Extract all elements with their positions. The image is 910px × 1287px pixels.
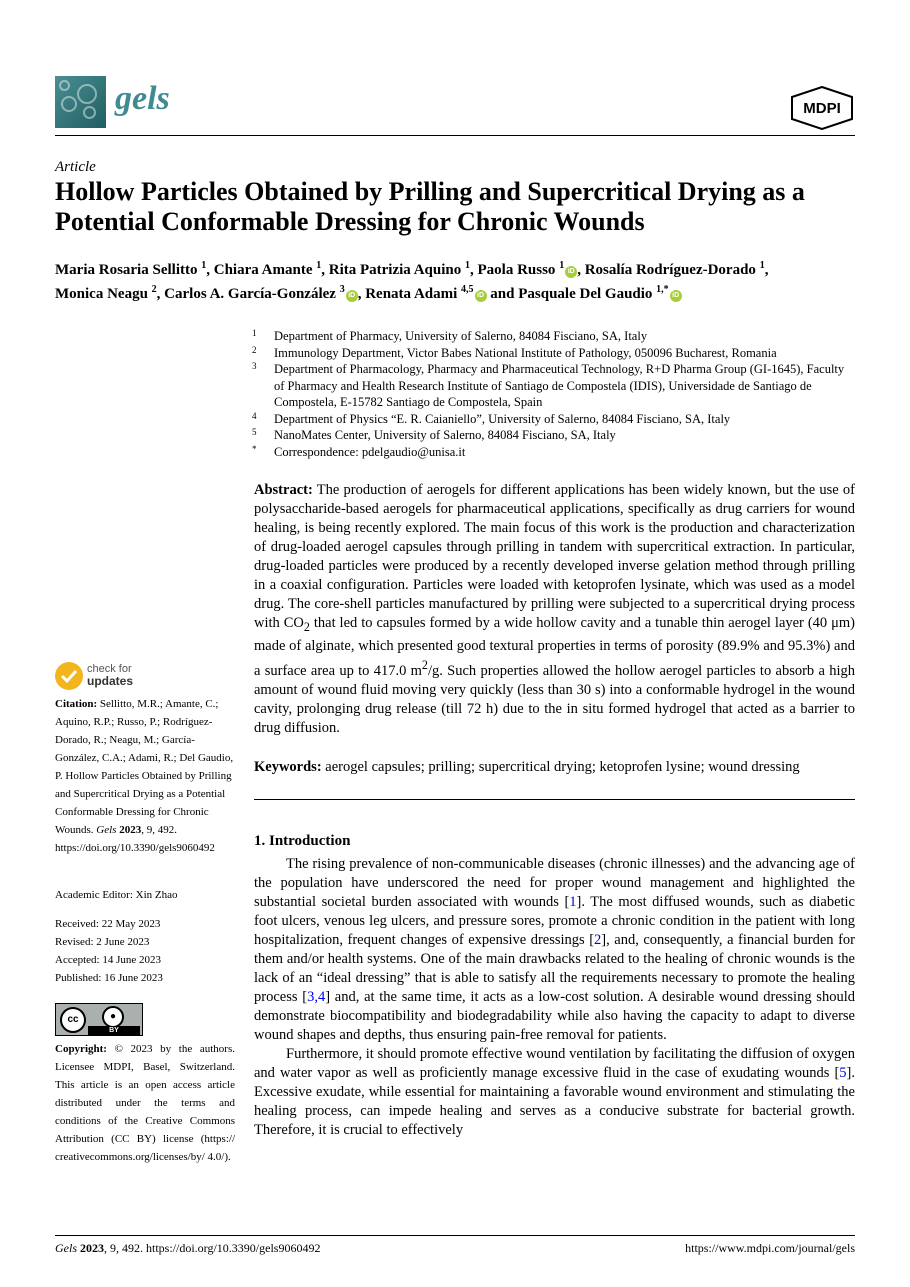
author: Rosalía Rodríguez-Dorado $^1$	[584, 260, 765, 278]
section-rule	[254, 799, 855, 800]
journal-name: gels	[115, 80, 170, 117]
check-for-updates-badge[interactable]: check for updates	[55, 662, 175, 694]
orcid-icon[interactable]: iD	[346, 290, 358, 302]
citation-link[interactable]: 5	[839, 1065, 847, 1081]
article-type: Article	[55, 159, 96, 175]
author: and Pasquale Del Gaudio $^{1,*}$iD	[490, 286, 681, 302]
article-title: Hollow Particles Obtained by Prilling and Supercritical Drying as a Potential Conformable Dressing for Chronic Wounds	[55, 177, 805, 236]
footer-citation: Gels 2023, 9, 492. https://doi.org/10.3390/gels9060492	[55, 1241, 321, 1255]
affiliation: 2 Immunology Department, Victor Babes National Institute of Pathology, 050096 Bucharest, Romania	[252, 344, 777, 360]
abstract: Abstract: The production of aerogels for different applications has been widely known, but the use of polysaccharide-based aerogels for pharmaceutical applications, specifically as drug carriers for wound healing, is being recently explored. The main focus of this work is the production and characterization of drug-loaded aerogel capsules through prilling in tandem with supercritical extraction. In particular, drug-loaded particles were produced by a recently developed inverse gelation method through prilling in a coaxial configuration. Particles were loaded with ketoprofen lysinate, which was used as a model drug. The core-shell particles manufactured by prilling were subjected to a supercritical drying process with $CO_2$ that led to capsules formed by a wide hollow cavity and a tunable thin aerogel layer (40 μm) made of alginate, which presented good textural properties in terms of porosity (89.9% and 95.3%) and a surface area up to 417.0 $m^2/g$. Such properties allowed the hollow aerogel particles to absorb a high amount of wound fluid moving very quickly (less than 30 s) into a conformable hydrogel in the wound cavity, prolonging drug release (till 72 h) due to the in situ formed hydrogel that acted as a barrier to drug diffusion.	[254, 482, 855, 736]
header-rule	[55, 135, 855, 136]
author: Renata Adami $^{4,5}$iD	[365, 286, 486, 302]
orcid-icon[interactable]: iD	[670, 290, 682, 302]
abstract-label: Abstract:	[254, 482, 313, 498]
publisher-name: MDPI	[803, 100, 841, 117]
affiliation: 5 NanoMates Center, University of Salerno, 84084 Fisciano, SA, Italy	[252, 427, 616, 442]
author: Chiara Amante $^1$	[213, 260, 322, 278]
by-label: BY	[88, 1026, 140, 1035]
section-heading: 1. Introduction	[254, 833, 351, 849]
accepted-date: Accepted: 14 June 2023	[55, 954, 161, 966]
keywords: Keywords: aerogel capsules; prilling; supercritical drying; ketoprofen lysine; wound dressing	[254, 759, 800, 775]
citation-link[interactable]: 3,4	[307, 989, 326, 1005]
academic-editor: Academic Editor: Xin Zhao	[55, 889, 178, 901]
citation-link[interactable]: 2	[594, 932, 602, 948]
journal-logo	[55, 76, 106, 128]
footer-rule	[55, 1235, 855, 1236]
affiliation: 1 Department of Pharmacy, University of Salerno, 84084 Fisciano, SA, Italy	[252, 328, 648, 343]
affiliation: 3 Department of Pharmacology, Pharmacy and Pharmaceutical Technology, R+D Pharma Group (GI-1645), Faculty of Pharmacy and Health Research Institute of Santiago de Compostela (IDIS), Universidade de Santiago de Compostela, E-15782 Santiago de Compostela, Spain	[252, 361, 845, 409]
copyright-notice: Copyright: © 2023 by the authors. Licensee MDPI, Basel, Switzerland. This article is an open access article distributed under the terms and conditions of the Creative Commons Attribution (CC BY) license (https:// creativecommons.org/licenses/by/ 4.0/).	[55, 1043, 235, 1163]
revised-date: Revised: 2 June 2023	[55, 936, 150, 948]
author: Carlos A. García-González $^3$iD	[164, 286, 358, 302]
author: Maria Rosaria Sellitto $^1$	[55, 260, 207, 278]
received-date: Received: 22 May 2023	[55, 918, 161, 930]
journal-url[interactable]: https://www.mdpi.com/journal/gels	[685, 1241, 855, 1255]
author: Paola Russo $^1$iD	[478, 262, 578, 278]
paragraph: Furthermore, it should promote effective wound ventilation by facilitating the diffusion of oxygen and water vapor as well as proficiently manage excessive fluid in the case of exudating wounds [5]. Excessive exudate, while essential for maintaining a favorable wound environment and stimulating the healing process, can impede healing and serves as a conducive substrate for bacterial growth. Therefore, it is crucial to effectively	[254, 1046, 855, 1138]
cc-icon: cc	[60, 1007, 86, 1033]
paragraph: The rising prevalence of non-communicable diseases (chronic illnesses) and the advancing age of the population have underscored the need for proper wound management and highlighted the substantial societal burden associated with wounds [1]. The most diffused wounds, such as diabetic foot ulcers, venous leg ulcers, and pressure sores, promote a chronic condition in the patient with long hospitalization, frequent changes of expensive dressings [2], and, consequently, a financial burden for them and/or health systems. One of the main drawbacks related to the healing of chronic wounds is the lack of an “ideal dressing” that is able to satisfy all the requirements necessary to promote the healing process [3,4] and, at the same time, it acts as a low-cost solution. A desirable wound dressing should demonstrate biocompatibility and biodegradability while also having the capacity to adapt to diverse wound shapes and depths, thus ensuring pain-free removal for patients.	[254, 856, 855, 1043]
author-list: Maria Rosaria Sellitto $^1$, Chiara Amante $^1$, Rita Patrizia Aquino $^1$, Paola Russo $^1$iD , Rosalía Rodríguez-Dorado $^1$, Monica Neagu $^2$, Carlos A. García-González $^3$iD , Renata Adami $^{4,5}$iD and Pasquale Del Gaudio $^{1,*}$iD	[55, 260, 769, 302]
person-icon: ●	[102, 1006, 124, 1028]
orcid-icon[interactable]: iD	[475, 290, 487, 302]
affiliations	[252, 328, 852, 460]
keywords-label: Keywords:	[254, 759, 322, 775]
citation-block: Citation: Sellitto, M.R.; Amante, C.; Aquino, R.P.; Russo, P.; Rodríguez-Dorado, R.; Neagu, M.; García-González, C.A.; Adami, R.; Del Gaudio, P. Hollow Particles Obtained by Prilling and Supercritical Drying as a Potential Conformable Dressing for Chronic Wounds. Gels 2023, 9, 492. https://doi.org/10.3390/gels9060492	[55, 698, 234, 854]
orcid-icon[interactable]: iD	[565, 266, 577, 278]
correspondence: * Correspondence: pdelgaudio@unisa.it	[252, 443, 466, 459]
mdpi-logo	[789, 86, 855, 130]
affiliation: 4 Department of Physics “E. R. Caianiello”, University of Salerno, 84084 Fisciano, SA, Italy	[252, 410, 731, 426]
cc-by-license-badge[interactable]	[55, 1003, 143, 1036]
published-date: Published: 16 June 2023	[55, 972, 163, 984]
checkmark-icon	[55, 662, 83, 690]
author: Rita Patrizia Aquino $^1$	[328, 260, 470, 278]
author: Monica Neagu $^2$	[55, 284, 157, 302]
citation-link[interactable]: 1	[569, 894, 577, 910]
introduction-text	[254, 855, 855, 1140]
